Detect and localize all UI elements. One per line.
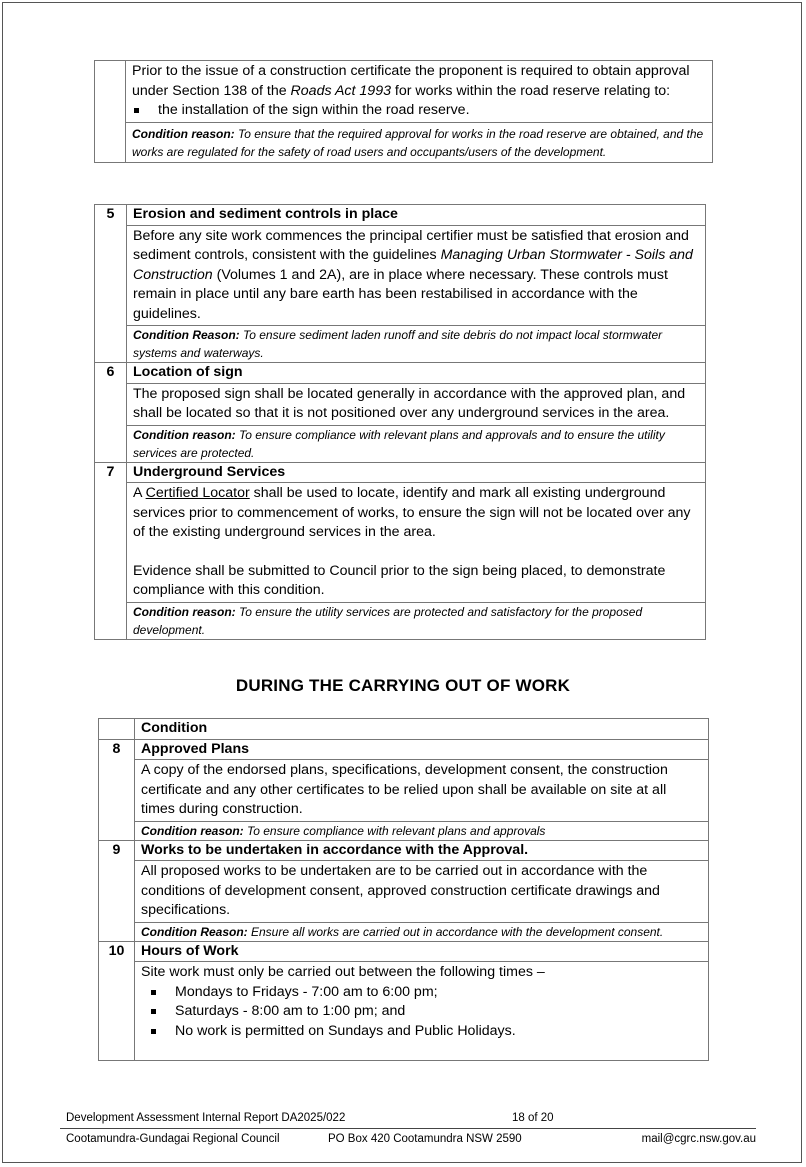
reason-text: To ensure compliance with relevant plans and approvals	[243, 823, 546, 838]
guideline-title: Managing Urban Stormwater - Soils and Construction	[133, 247, 693, 283]
condition-body: The proposed sign shall be located generally in accordance with the approved plan, and shall be located so that it is not positioned over any underground services in the area.	[127, 383, 706, 425]
condition-number-cell	[95, 225, 127, 326]
body-text-after: shall be used to locate, identify and mark all existing underground services prior to commencement of works, to ensure the sign will not be located over any of the existing underground services in the area.	[133, 485, 691, 540]
body-text: Prior to the issue of a construction certificate the proponent is required to obtain approval under Section 138 of the	[132, 63, 690, 99]
footer-line-1	[66, 1112, 756, 1124]
hours-item: Mondays to Fridays - 7:00 am to 6:00 pm;	[141, 983, 702, 1003]
condition-number: 6	[95, 363, 127, 384]
condition-number-cell	[95, 425, 127, 462]
condition-number: 10	[99, 941, 135, 962]
condition-body: All proposed works to be undertaken are to be carried out in accordance with the conditions of development consent, approved construction certificate drawings and specifications.	[135, 861, 709, 923]
condition-number: 8	[99, 739, 135, 760]
condition-title: Approved Plans	[135, 739, 709, 760]
report-reference: Development Assessment Internal Report DA2025/022	[66, 1112, 346, 1124]
condition-number-cell	[99, 719, 135, 740]
reason-label: Condition reason:	[141, 823, 244, 838]
body-text: Site work must only be carried out between the following times –	[141, 964, 545, 980]
condition-number: 5	[95, 205, 127, 226]
condition-number-cell	[95, 326, 127, 363]
condition-number-cell	[99, 962, 135, 1061]
reason-label: Condition reason:	[133, 604, 236, 619]
reason-text: To ensure the utility services are protected and satisfactory for the proposed development.	[133, 604, 643, 637]
condition-reason	[127, 425, 706, 462]
condition-reason	[126, 122, 713, 162]
condition-title: Works to be undertaken in accordance with the Approval.	[135, 840, 709, 861]
condition-body	[127, 225, 706, 326]
condition-number-cell	[95, 61, 126, 123]
postal-address: PO Box 420 Cootamundra NSW 2590	[328, 1133, 522, 1145]
certified-locator-link[interactable]: Certified Locator	[145, 485, 250, 501]
condition-reason	[127, 326, 706, 363]
body-prefix: A	[133, 485, 146, 501]
section-heading: DURING THE CARRYING OUT OF WORK	[235, 676, 571, 695]
reason-label: Condition Reason:	[141, 924, 248, 939]
condition-body	[127, 483, 706, 603]
condition-number-cell	[95, 483, 127, 603]
body-paragraph-2: Evidence shall be submitted to Council prior to the sign being placed, to demonstrate compliance with this condition.	[133, 562, 666, 598]
condition-title: Location of sign	[127, 363, 706, 384]
condition-reason	[135, 821, 709, 840]
body-text-after: for works within the road reserve relating to:	[390, 82, 671, 99]
reason-text: Ensure all works are carried out in accordance with the development consent.	[247, 924, 664, 939]
reason-text: To ensure that the required approval for works in the road reserve are obtained, and the works are regulated for the safety of road users and occupants/users of the development.	[132, 126, 704, 159]
condition-body	[135, 962, 709, 1061]
condition-reason	[127, 602, 706, 639]
condition-number-cell	[95, 383, 127, 425]
footer-line-2	[66, 1133, 756, 1145]
condition-number: 9	[99, 840, 135, 861]
council-name: Cootamundra-Gundagai Regional Council	[66, 1133, 280, 1145]
condition-number-cell	[99, 760, 135, 822]
table-header: Condition	[135, 719, 709, 740]
act-name: Roads Act 1993	[290, 82, 391, 99]
bullet-list	[132, 101, 706, 121]
hours-list	[141, 983, 702, 1042]
reason-label: Condition Reason:	[133, 328, 240, 342]
condition-body	[126, 61, 713, 123]
condition-reason	[135, 922, 709, 941]
page-number: 18 of 20	[512, 1112, 554, 1124]
reason-text: To ensure compliance with relevant plans and approvals and to ensure the utility services are protected.	[133, 427, 665, 460]
body-text: Before any site work commences the principal certifier must be satisfied that erosion and sediment controls, consistent with the guidelines	[133, 227, 689, 263]
bullet-item: the installation of the sign within the road reserve.	[132, 101, 706, 121]
hours-item: Saturdays - 8:00 am to 1:00 pm; and	[141, 1002, 702, 1022]
footer-divider	[60, 1128, 756, 1129]
condition-number-cell	[95, 122, 126, 162]
condition-title: Hours of Work	[135, 941, 709, 962]
condition-body: A copy of the endorsed plans, specifications, development consent, the construction certificate and any other certificates to be relied upon shall be available on site at all times during construction.	[135, 760, 709, 822]
hours-item: No work is permitted on Sundays and Public Holidays.	[141, 1022, 702, 1042]
reason-label: Condition reason:	[133, 427, 236, 442]
condition-number: 7	[95, 462, 127, 483]
condition-table-b	[98, 718, 709, 1061]
condition-table-a	[94, 204, 706, 640]
paragraph-gap	[133, 543, 699, 562]
condition-number-cell	[99, 821, 135, 840]
condition-number-cell	[95, 602, 127, 639]
body-text-after: (Volumes 1 and 2A), are in place where necessary. These controls must remain in place until any bare earth has been restabilised in accordance with the guidelines.	[133, 266, 668, 322]
reason-label: Condition reason:	[132, 126, 235, 141]
condition-number-cell	[99, 861, 135, 923]
condition-title: Erosion and sediment controls in place	[127, 205, 706, 226]
condition-table-top	[94, 60, 713, 163]
reason-text: To ensure sediment laden runoff and site debris do not impact local stormwater systems and waterways.	[133, 328, 663, 360]
contact-email[interactable]: mail@cgrc.nsw.gov.au	[641, 1133, 756, 1145]
condition-number-cell	[99, 922, 135, 941]
condition-title: Underground Services	[127, 462, 706, 483]
